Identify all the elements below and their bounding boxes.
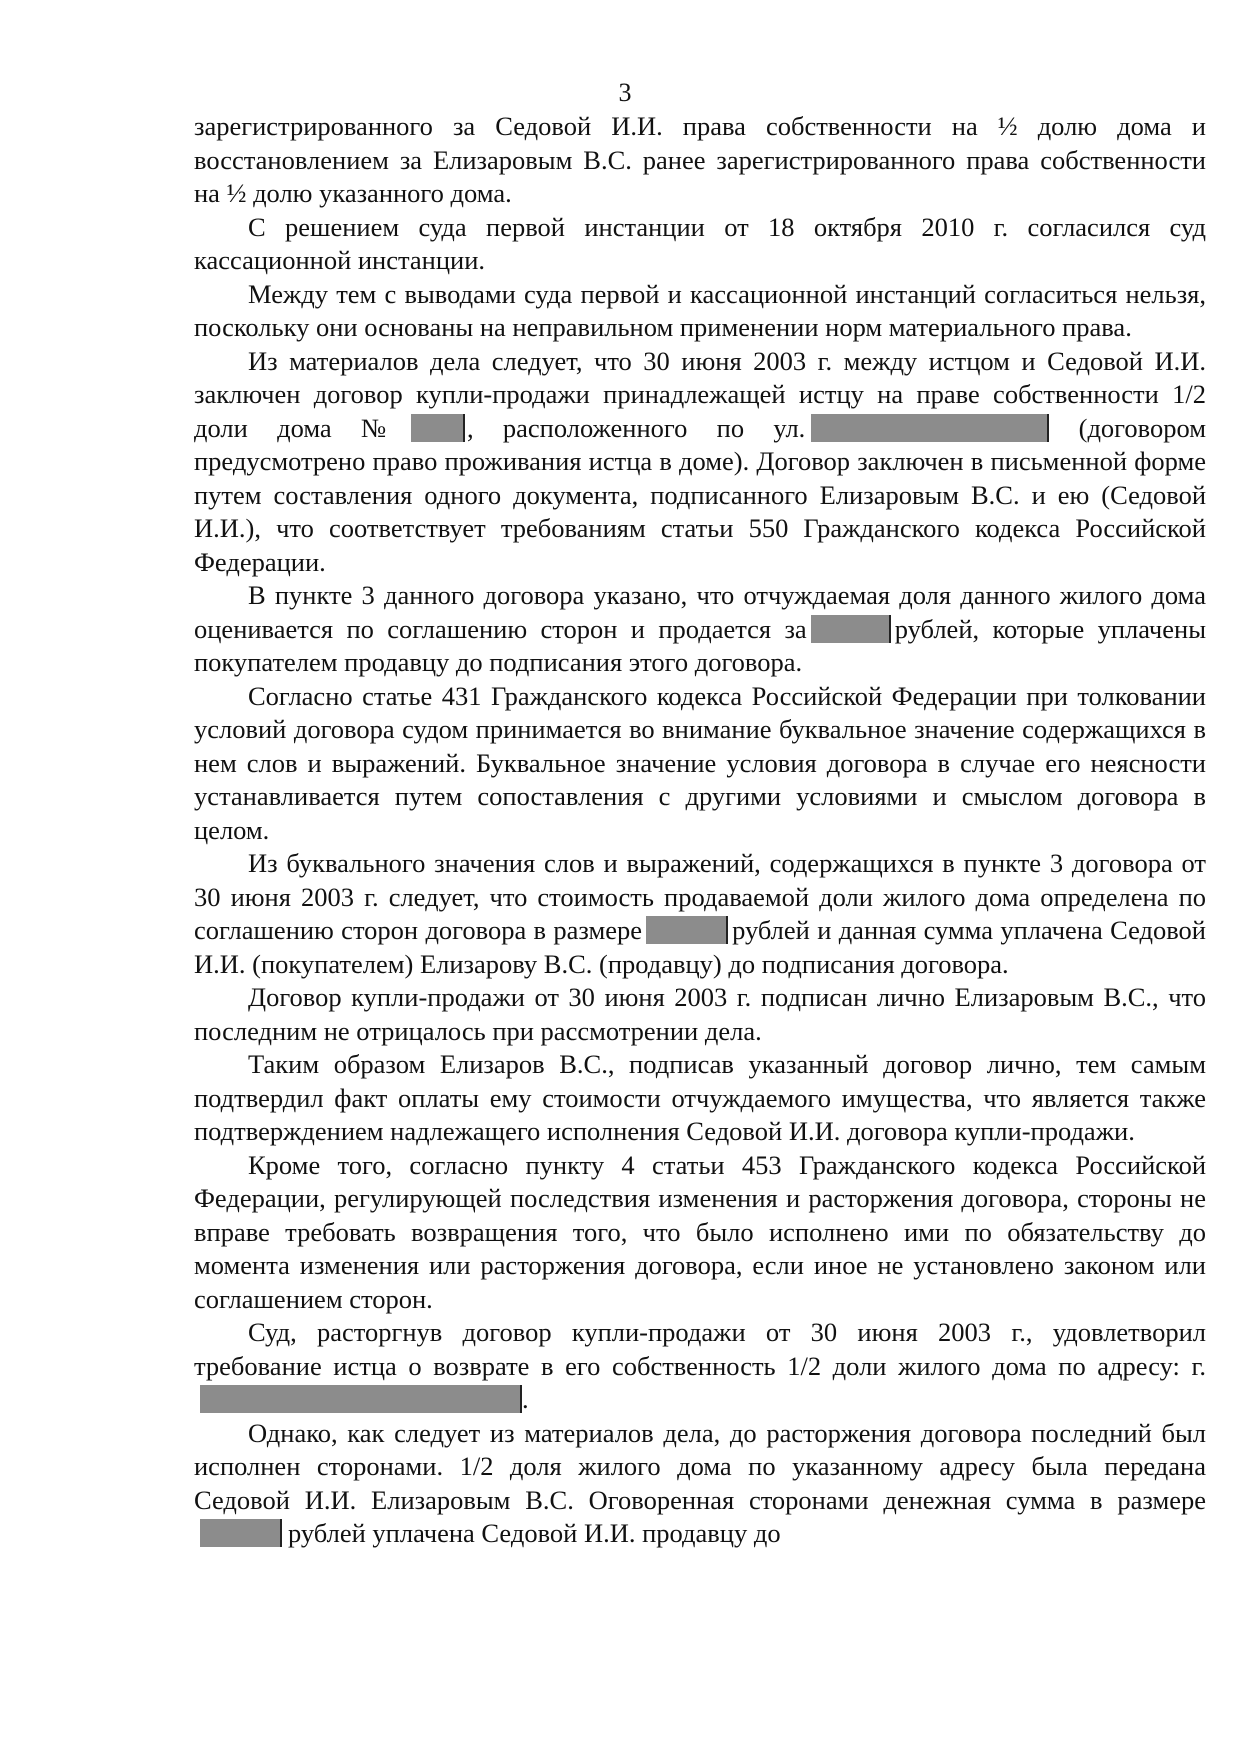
redaction-block (200, 1519, 282, 1547)
paragraph: Таким образом Елизаров В.С., подписав указанный договор лично, тем самым подтвердил факт оплаты ему стоимости отчуждаемого имущества, что является также подтверждением надлежащего исполнения Седовой И.И. договора купли-продажи. (194, 1049, 1206, 1146)
paragraph: Между тем с выводами суда первой и кассационной инстанций согласиться нельзя, поскольку они основаны на неправильном применении норм материального права. (194, 278, 1206, 342)
redaction-block (200, 1385, 522, 1413)
redaction-block (811, 615, 891, 643)
paragraph-text: Суд, расторгнув договор купли-продажи от 30 июня 2003 г., удовлетворил требование истца о возврате в его собственность 1/2 доли жилого дома по адресу: г. (194, 1317, 1206, 1381)
paragraph-text: рублей уплачена Седовой И.И. продавцу до (288, 1518, 781, 1548)
paragraph (194, 1417, 1206, 1551)
paragraph (194, 579, 1206, 680)
redaction-block (811, 414, 1049, 442)
paragraph: зарегистрированного за Седовой И.И. права собственности на ½ долю дома и восстановлением за Елизаровым В.С. ранее зарегистрированного права собственности на ½ долю указанного дома. (194, 111, 1206, 208)
document-body (194, 110, 1206, 1551)
paragraph-text: Однако, как следует из материалов дела, до расторжения договора последний был исполнен сторонами. 1/2 доля жилого дома по указанному адресу была передана Седовой И.И. Елизаровым В.С. Оговоренная сторонами денежная сумма в размере (194, 1417, 1206, 1515)
paragraph: Согласно статье 431 Гражданского кодекса Российской Федерации при толковании условий договора судом принимается во внимание буквальное значение содержащихся в нем слов и выражений. Буквальное значение условия договора в случае его неясности устанавливается путем сопоставления с другими условиями и смыслом договора в целом. (194, 680, 1206, 845)
paragraph-text: Из буквального значения слов и выражений, содержащихся в пункте 3 договора от 30 июня 2003 г. следует, что стоимость продаваемой доли жилого дома определена по соглашению сторон договора в размере (194, 848, 1206, 945)
paragraph: Кроме того, согласно пункту 4 статьи 453 Гражданского кодекса Российской Федерации, регулирующей последствия изменения и расторжения договора, стороны не вправе требовать возвращения того, что было исполнено ими по обязательству до момента изменения или расторжения договора, если иное не установлено законом или соглашением сторон. (194, 1149, 1206, 1314)
paragraph-text: Из материалов дела следует, что 30 июня 2003 г. между истцом и Седовой И.И. заключен договор купли-продажи принадлежащей истцу на праве собственности 1/2 доли дома № (194, 345, 1206, 443)
paragraph-text: В пункте 3 данного договора указано, что отчуждаемая доля данного жилого дома оценивается по соглашению сторон и продается за (194, 580, 1206, 644)
redaction-block (411, 414, 465, 442)
paragraph (194, 847, 1206, 981)
paragraph-text: рублей и данная сумма уплачена Седовой И.И. (покупателем) Елизарову В.С. (продавцу) до подписания договора. (194, 915, 1206, 979)
paragraph (194, 345, 1206, 580)
paragraph (194, 1316, 1206, 1417)
paragraph: Договор купли-продажи от 30 июня 2003 г. подписан лично Елизаровым В.С., что последним не отрицалось при рассмотрении дела. (194, 982, 1206, 1046)
paragraph-text: (договором предусмотрено право проживания истца в доме). Договор заключен в письменной форме путем составления одного документа, подписанного Елизаровым В.С. и ею (Седовой И.И.), что соответствует требованиям статьи 550 Гражданского кодекса Российской Федерации. (194, 412, 1206, 577)
paragraph-text: , расположенного по ул. (466, 412, 806, 443)
page-number: 3 (618, 78, 632, 107)
redaction-block (646, 916, 728, 944)
paragraph-text: . (522, 1384, 529, 1414)
paragraph: С решением суда первой инстанции от 18 октября 2010 г. согласился суд кассационной инстанции. (194, 211, 1206, 275)
paragraph-text: рублей, которые уплачены покупателем продавцу до подписания этого договора. (194, 613, 1207, 677)
